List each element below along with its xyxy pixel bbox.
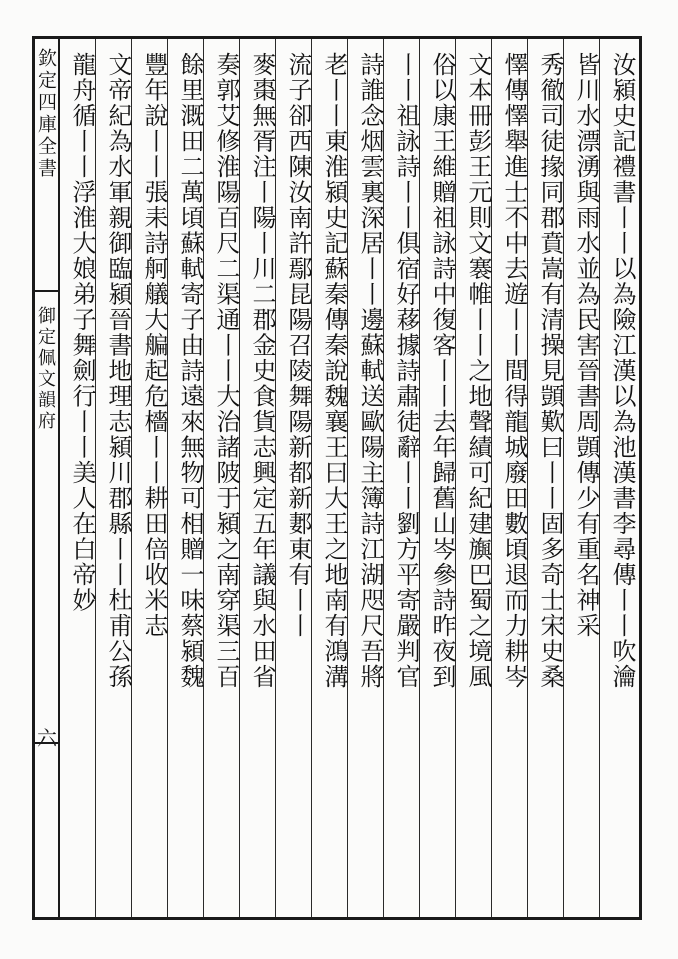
text-column: 老丨丨東淮潁史記蘇秦傳秦說魏襄王曰大王之地南有鴻溝 (320, 52, 348, 690)
text-column: 流子卻西陳汝南許鄢昆陽召陵舞陽新都新郪東有丨丨 (284, 52, 312, 639)
book-title: 欽定四庫全書 (35, 48, 57, 180)
text-column: 文帝紀為水軍親御臨潁晉書地理志潁川郡縣丨丨杜甫公孫 (104, 52, 132, 690)
text-column: 丨丨祖詠詩丨丨俱宿好䔟據詩肅徒辭丨丨劉方平寄嚴判官 (392, 52, 420, 690)
text-column: 麥棗無胥注丨陽丨川二郡金史食貨志興定五年議與水田省 (248, 52, 276, 690)
text-column: 懌傳懌舉進士不中去遊丨丨間得龍城廢田數頃退而力耕岑 (500, 52, 528, 690)
text-column: 秀徹司徒掾同郡賁嵩有清操見顗歎曰丨丨固多奇士宋史桑 (536, 52, 564, 690)
page-number: 六 (37, 726, 57, 750)
text-column: 奏郭艾修淮陽百尺二渠通丨丨大治諸陂于潁之南穿渠三百 (212, 52, 240, 690)
text-column: 俗以康王維贈祖詠詩中復客丨丨去年歸舊山岑參詩昨夜到 (428, 52, 456, 690)
gutter-divider (32, 290, 60, 292)
text-column: 皆川水漂湧與雨水並為民害晉書周顗傳少有重名神采 (572, 52, 600, 639)
text-column: 詩誰念烟雲裏深居丨丨邊蘇軾送歐陽主簿詩江湖咫尺吾將 (356, 52, 384, 690)
text-column: 文本冊彭王元則文褰帷丨丨之地聲績可紀建旟巴蜀之境風 (464, 52, 492, 690)
text-column: 豐年說丨丨張耒詩舸艤大艑起危檣丨丨耕田倍收米志 (140, 52, 168, 639)
volume-title: 御定佩文韻府 (35, 306, 56, 432)
page-number-rule (32, 742, 60, 744)
text-column: 龍舟循丨丨浮淮大娘弟子舞劍行丨丨美人在白帝妙 (68, 52, 96, 613)
text-column: 汝潁史記禮書丨丨以為險江漢以為池漢書李尋傳丨丨吹瀹 (608, 52, 636, 690)
text-column: 餘里溉田二萬頃蘇軾寄子由詩遠來無物可相贈一味蔡潁魏 (176, 52, 204, 690)
